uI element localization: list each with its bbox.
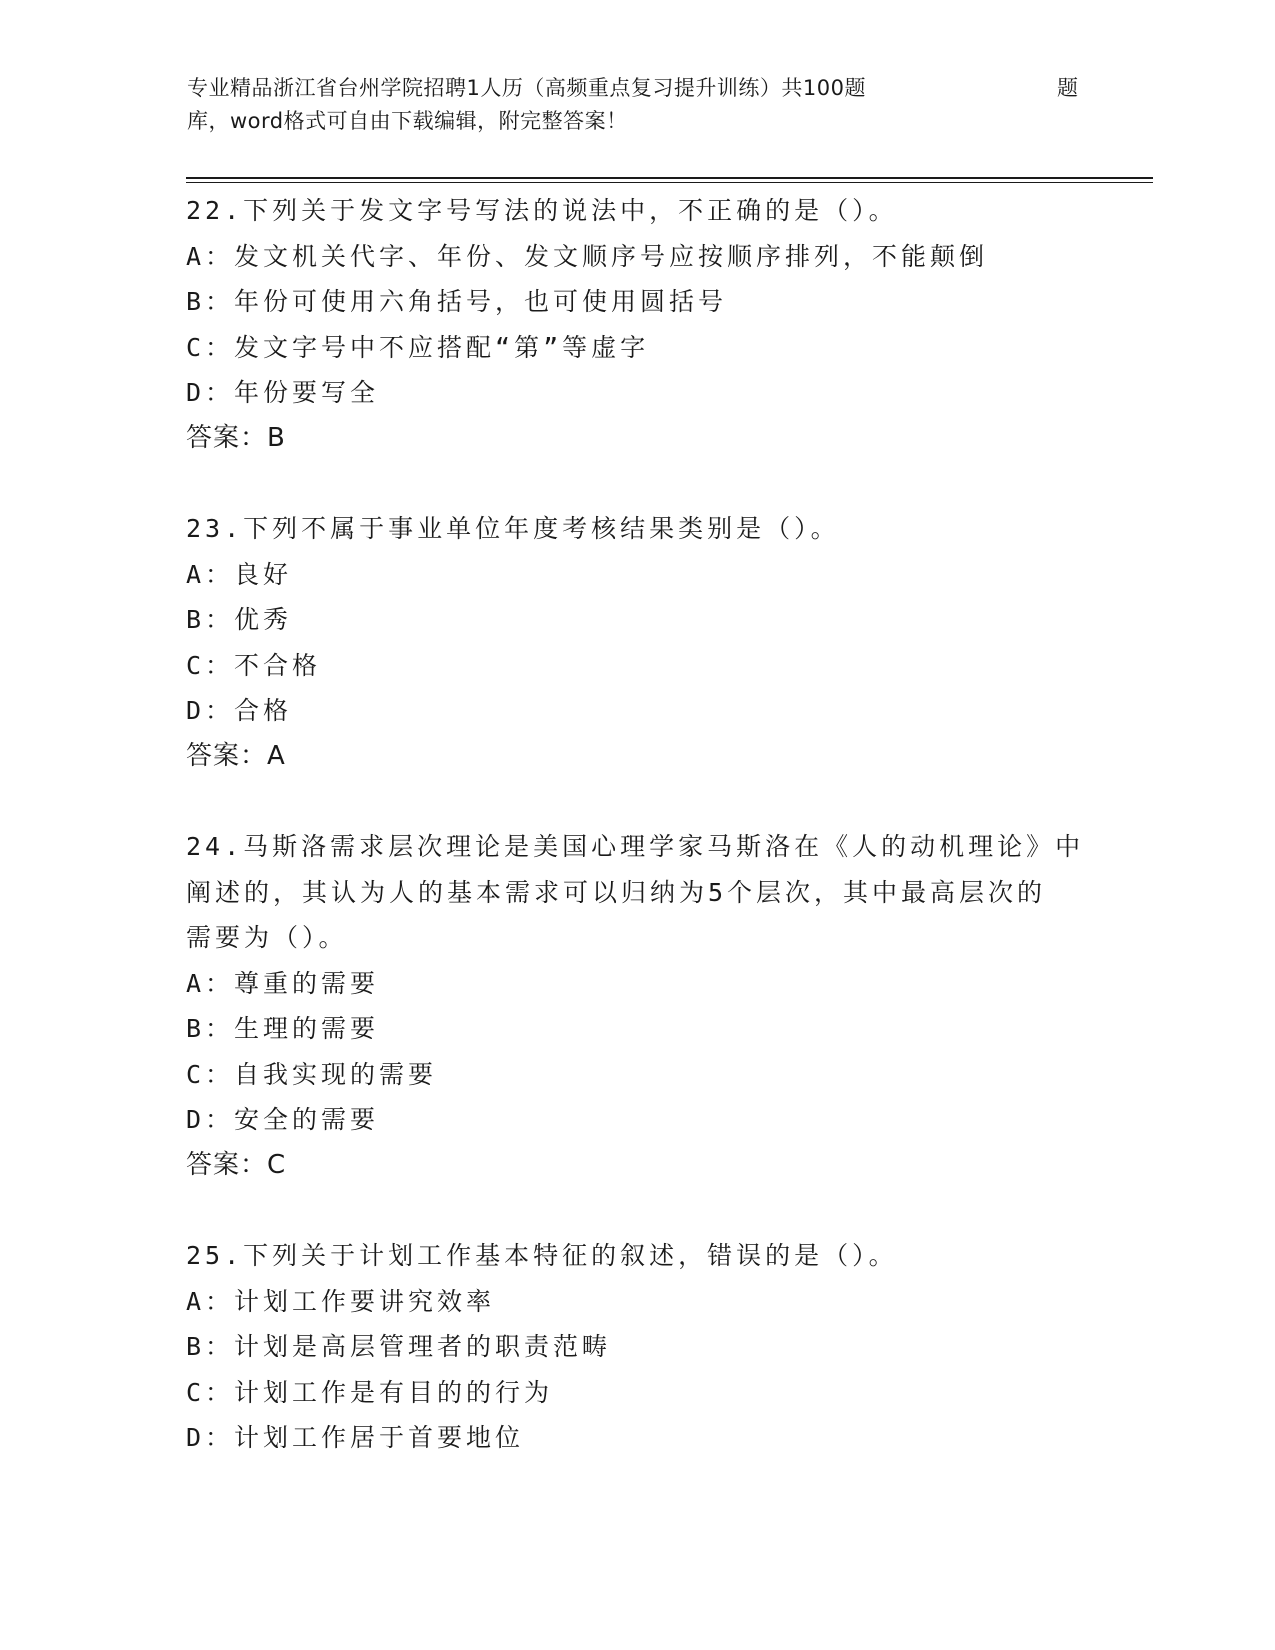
header-title-line-1: [187, 72, 1087, 105]
option-a: A：计划工作要讲究效率: [186, 1286, 496, 1316]
question-stem-line-3: 需要为（）。: [186, 923, 348, 952]
option-d: D：年份要写全: [186, 378, 380, 407]
option-c: C：不合格: [186, 650, 322, 680]
question-stem: 23.下列不属于事业单位年度考核结果类别是（）。: [186, 514, 840, 543]
header-divider-thick: [186, 177, 1153, 179]
question-stem-line-2: 阐述的，其认为人的基本需求可以归纳为5个层次，其中最高层次的: [186, 877, 1047, 907]
option-c: C：发文字号中不应搭配“第”等虚字: [186, 332, 650, 362]
option-b: B：优秀: [186, 605, 293, 634]
option-b: B：年份可使用六角括号，也可使用圆括号: [186, 287, 728, 316]
option-d: D：安全的需要: [186, 1105, 380, 1134]
question-23: [186, 506, 1146, 779]
header-title-text: 专业精品浙江省台州学院招聘1人历（高频重点复习提升训练）共100题: [187, 76, 866, 100]
answer-line: 答案：C: [186, 1149, 287, 1180]
question-22: [186, 188, 1146, 461]
document-header: [187, 72, 1087, 138]
answer-line: 答案：B: [186, 422, 286, 453]
option-b: B：计划是高层管理者的职责范畴: [186, 1332, 612, 1361]
header-title-tail: 题: [1057, 76, 1079, 100]
question-list: [186, 188, 1146, 1461]
header-divider-thin: [186, 182, 1153, 183]
question-spacer: [186, 1188, 1146, 1233]
option-c: C：计划工作是有目的的行为: [186, 1377, 554, 1407]
option-a: A：尊重的需要: [186, 968, 380, 998]
question-24: [186, 824, 1146, 1188]
option-a: A：发文机关代字、年份、发文顺序号应按顺序排列，不能颠倒: [186, 241, 989, 271]
option-d: D：计划工作居于首要地位: [186, 1423, 525, 1452]
option-c: C：自我实现的需要: [186, 1059, 438, 1089]
answer-line: 答案：A: [186, 740, 286, 771]
question-stem: 25.下列关于计划工作基本特征的叙述，错误的是（）。: [186, 1241, 898, 1270]
option-d: D：合格: [186, 696, 293, 725]
option-a: A：良好: [186, 559, 293, 589]
question-stem-line-1: 24.马斯洛需求层次理论是美国心理学家马斯洛在《人的动机理论》中: [186, 832, 1085, 861]
question-stem: 22.下列关于发文字号写法的说法中，不正确的是（）。: [186, 196, 898, 225]
question-spacer: [186, 779, 1146, 824]
question-spacer: [186, 461, 1146, 506]
header-title-line-2: 库，word格式可自由下载编辑，附完整答案！: [187, 109, 628, 133]
option-b: B：生理的需要: [186, 1014, 380, 1043]
question-25: [186, 1233, 1146, 1461]
